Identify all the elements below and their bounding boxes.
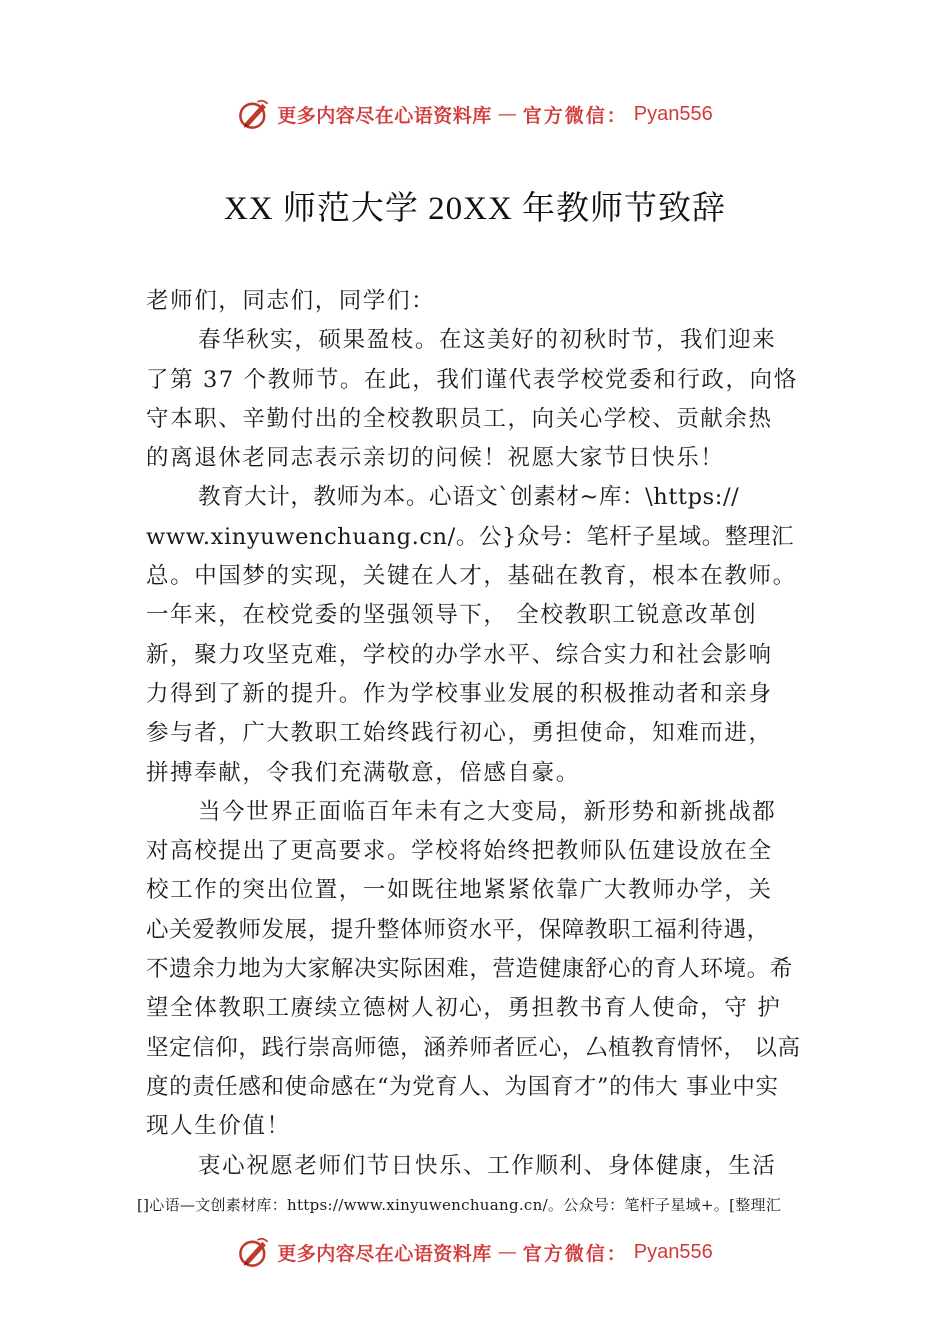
body-line-salutation: 老师们，同志们，同学们： [146,288,436,314]
banner-separator: — [497,1241,517,1263]
banner-wechat-id: Pyan556 [633,1240,713,1263]
body-line: 当今世界正面临百年未有之大变局，新形势和新挑战都 [198,798,777,825]
top-banner-content [237,97,713,131]
document-title: XX 师范大学 20XX 年教师节致辞 [223,191,727,227]
pen-in-circle-icon [237,1235,271,1269]
bottom-banner-content [237,1235,713,1269]
bottom-banner [0,1230,950,1274]
top-banner [0,92,950,136]
body-line: 望全体教职工赓续立德树人初心，勇担教书育人使命，守 护 [146,995,782,1022]
banner-sub-text: 官方微信： [522,1242,628,1265]
body-line: 了第 37 个教师节。在此，我们谨代表学校党委和行政，向恪 [146,366,798,393]
banner-wechat-id: Pyan556 [633,102,713,125]
body-line: 力得到了新的提升。作为学校事业发展的积极推动者和亲身 [146,680,773,707]
body-line: 参与者，广大教职工始终践行初心，勇担使命，知难而进， [146,720,773,747]
body-line: 现人生价值！ [146,1113,291,1140]
body-line: 教育大计，教师为本。心语文`创素材~库：\https:// [198,484,740,511]
banner-main-text: 更多内容尽在心语资料库 [277,104,492,127]
banner-sub-text: 官方微信： [522,104,628,127]
body-line: 拼搏奉献，令我们充满敬意，倍感自豪。 [146,759,580,786]
body-line: 总。中国梦的实现，关键在人才，基础在教育，根本在教师。 [146,563,797,590]
body-line: 衷心祝愿老师们节日快乐、工作顺利、身体健康，生活 [198,1152,777,1179]
body-line: 春华秋实，硕果盈枝。在这美好的初秋时节，我们迎来 [198,327,777,354]
body-line: 的离退休老同志表示亲切的问候！祝愿大家节日快乐！ [146,445,725,472]
document-body [146,282,826,1186]
footer-note: []心语—文创素材库：https://www.xinyuwenchuang.cn/。公众号：笔杆子星域+。[整理汇 [137,1196,782,1214]
banner-separator: — [497,103,517,125]
body-line: 坚定信仰，践行崇高师德，涵养师者匠心，厶植教育情怀， 以高 [146,1034,801,1061]
body-line: 不遗余力地为大家解决实际困难，营造健康舒心的育人环境。希 [146,956,793,983]
body-line: 对高校提出了更高要求。学校将始终把教师队伍建设放在全 [146,838,773,865]
body-line: 一年来，在校党委的坚强领导下， 全校教职工锐意改革创 [146,602,758,629]
body-line: 度的责任感和使命感在“为党育人、为国育才”的伟大 事业中实 [146,1073,779,1100]
body-line: 守本职、辛勤付出的全校教职员工，向关心学校、贡献余热 [146,405,773,432]
body-line: 校工作的突出位置，一如既往地紧紧依靠广大教师办学，关 [146,877,773,904]
body-line: 新，聚力攻坚克难，学校的办学水平、综合实力和社会影响 [146,641,773,668]
body-line: 心关爱教师发展，提升整体师资水平，保障教职工福利待遇， [146,916,770,943]
pen-in-circle-icon [237,97,271,131]
banner-main-text: 更多内容尽在心语资料库 [277,1242,492,1265]
body-line: www.xinyuwenchuang.cn/。公}众号：笔杆子星域。整理汇 [146,523,795,550]
